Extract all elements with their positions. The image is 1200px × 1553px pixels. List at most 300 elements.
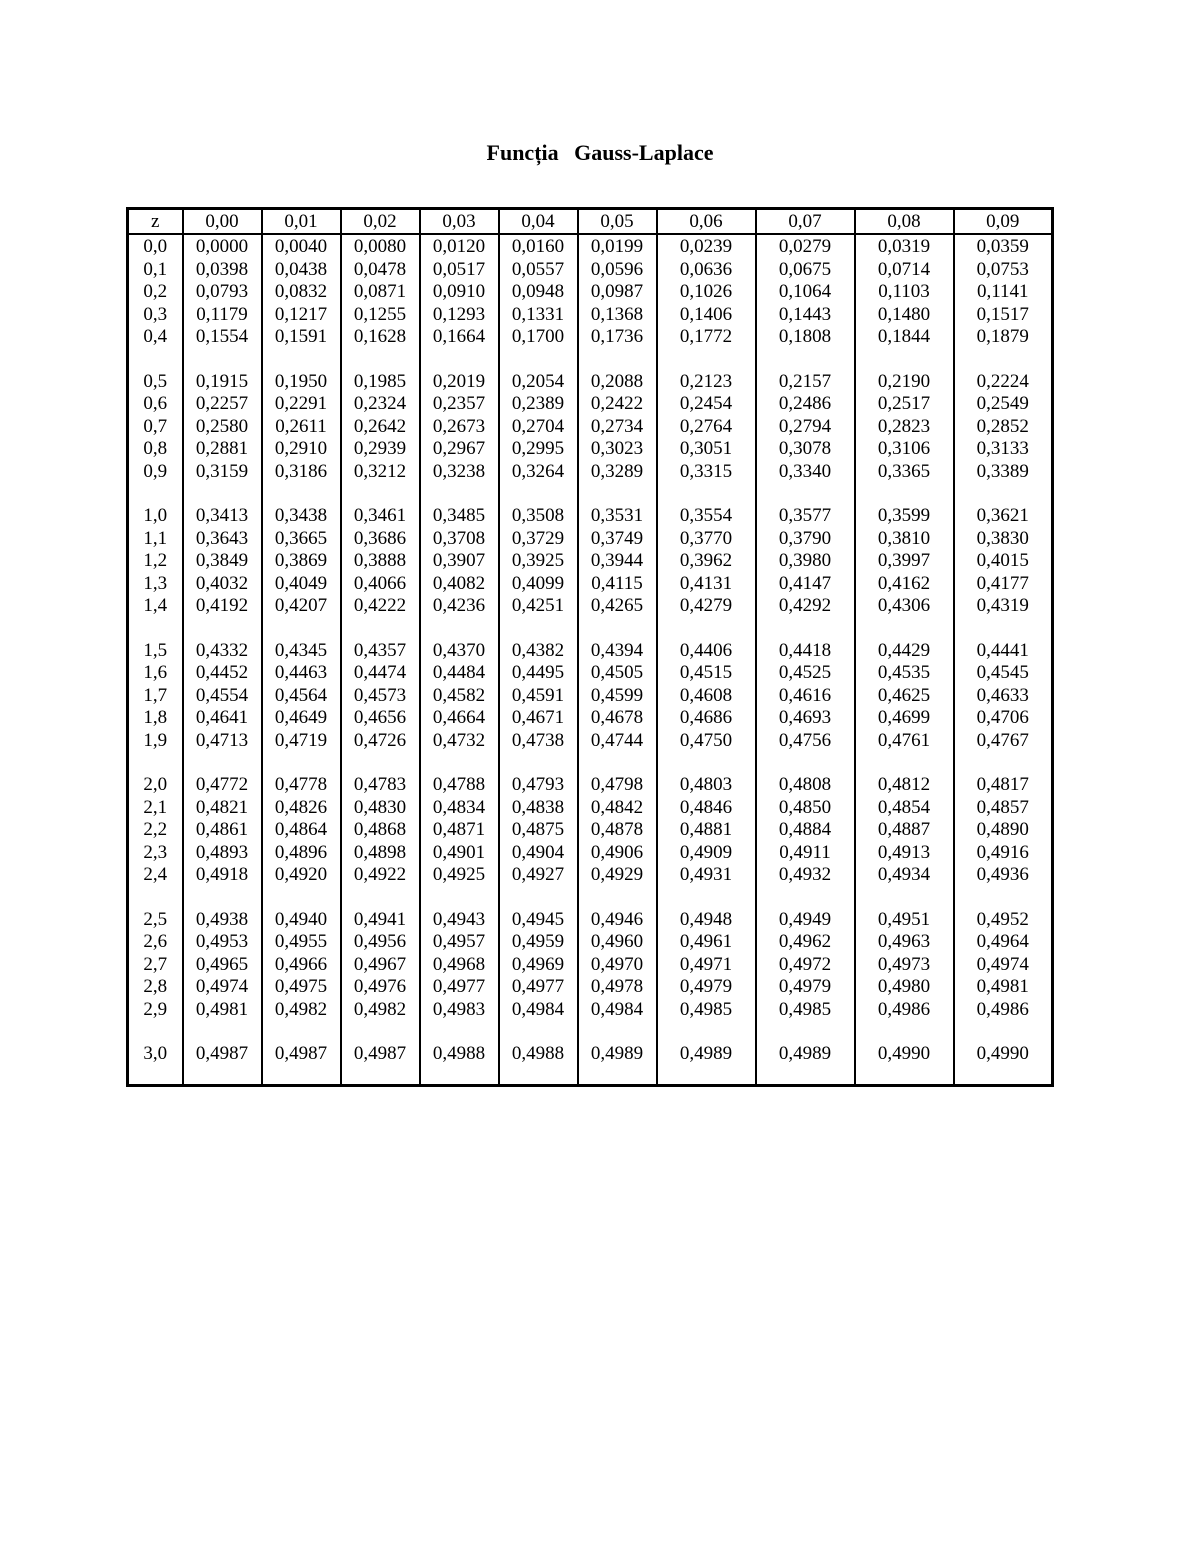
table-cell: 0,4984 [511,998,565,1020]
table-cell: 0,2704 [511,415,565,437]
table-cell: 0,4953 [195,931,249,952]
table-cell: 0,3264 [511,460,565,482]
table-cell: 0,4525 [778,662,832,683]
table-cell: 0,4192 [195,595,249,616]
table-cell: 0,4817 [976,774,1029,795]
table-cell: 0,0714 [877,258,931,280]
table-cell: 0,4251 [511,595,565,616]
column-header: 0,07 [756,209,855,235]
group-spacer [579,752,656,774]
table-cell: 0,3389 [976,460,1029,482]
table-cell: 0,3315 [679,460,733,482]
table-cell: 0,4960 [590,931,644,952]
table-cell: 0,3186 [274,460,328,482]
table-cell: 0,4292 [778,595,832,616]
group-spacer [342,349,419,371]
table-cell: 0,1664 [432,326,486,347]
group-spacer [658,349,755,371]
table-cell: 0,4306 [877,595,931,616]
column-header: 0,08 [855,209,954,235]
table-cell: 0,4641 [195,707,249,728]
table-cell: 0,4965 [195,953,249,975]
table-cell: 0,4495 [511,662,565,683]
table-cell: 0,4986 [976,998,1029,1020]
table-cell: 0,4974 [976,953,1029,975]
table-cell: 0,4871 [432,819,486,840]
table-cell: 0,3810 [877,527,931,549]
table-cell: 0,4599 [590,684,644,706]
page-title: Funcția Gauss-Laplace [486,140,714,165]
table-cell: 0,4732 [432,729,486,751]
group-spacer [184,349,261,371]
table-cell: 0,4772 [195,774,249,795]
z-value: 1,3 [143,572,168,594]
table-cell: 0,1179 [196,303,248,325]
table-cell: 0,2422 [590,393,644,414]
group-spacer [658,752,755,774]
table-cell: 0,1255 [353,303,407,325]
group-spacer [856,618,953,640]
table-cell: 0,3997 [877,550,931,571]
table-cell: 0,3980 [778,550,832,571]
table-cell: 0,4964 [976,931,1029,952]
z-value: 2,3 [143,841,168,863]
table-cell: 0,4934 [877,864,931,885]
table-cell: 0,3461 [353,505,407,526]
table-cell: 0,4980 [877,976,931,997]
table-cell: 0,2910 [274,438,328,459]
table-cell: 0,2764 [679,415,733,437]
table-cell: 0,2967 [432,438,486,459]
table-cell: 0,2995 [511,438,565,459]
group-spacer [342,618,419,640]
table-cell: 0,4878 [590,819,644,840]
table-cell: 0,3849 [195,550,249,571]
value-column [954,234,1053,1086]
z-value: 0,0 [143,236,168,257]
z-value: 2,4 [143,864,168,885]
table-cell: 0,4838 [511,796,565,818]
table-cell: 0,4976 [353,976,407,997]
table-cell: 0,4115 [591,572,643,594]
table-cell: 0,3729 [511,527,565,549]
table-cell: 0,3643 [195,527,249,549]
group-spacer [757,752,854,774]
group-spacer [129,483,182,505]
table-cell: 0,4898 [353,841,407,863]
table-cell: 0,4981 [976,976,1029,997]
group-spacer [955,349,1052,371]
table-cell: 0,4971 [679,953,733,975]
table-cell: 0,4987 [195,1043,249,1064]
table-cell: 0,3621 [976,505,1029,526]
z-value: 0,2 [143,281,168,302]
table-cell: 0,2157 [778,370,832,392]
table-cell: 0,4984 [590,998,644,1020]
table-cell: 0,4834 [432,796,486,818]
table-cell: 0,3790 [778,527,832,549]
table-cell: 0,0910 [432,281,486,302]
table-cell: 0,0438 [274,258,328,280]
value-column [756,234,855,1086]
table-cell: 0,4969 [511,953,565,975]
group-spacer [421,618,498,640]
table-cell: 0,1443 [778,303,832,325]
table-cell: 0,4699 [877,707,931,728]
table-cell: 0,4990 [877,1043,931,1064]
table-cell: 0,0359 [976,236,1029,257]
table-cell: 0,4564 [274,684,328,706]
table-cell: 0,3962 [679,550,733,571]
value-column [262,234,341,1086]
group-spacer [500,349,577,371]
table-cell: 0,3907 [432,550,486,571]
table-cell: 0,2734 [590,415,644,437]
table-cell: 0,1591 [274,326,328,347]
table-cell: 0,1915 [195,370,249,392]
group-spacer [757,349,854,371]
table-cell: 0,4987 [274,1043,328,1064]
table-cell: 0,4981 [195,998,249,1020]
table-cell: 0,3023 [590,438,644,459]
table-cell: 0,4890 [976,819,1029,840]
table-cell: 0,3413 [195,505,249,526]
column-header: 0,01 [262,209,341,235]
group-spacer [421,349,498,371]
table-cell: 0,0871 [353,281,407,302]
table-cell: 0,4608 [679,684,733,706]
table-cell: 0,0319 [877,236,931,257]
table-cell: 0,4941 [353,908,407,930]
group-spacer [263,483,340,505]
table-cell: 0,2454 [679,393,733,414]
table-cell: 0,4015 [976,550,1029,571]
table-cell: 0,4977 [511,976,565,997]
value-column [578,234,657,1086]
group-spacer [757,1021,854,1043]
group-spacer [955,618,1052,640]
table-cell: 0,0000 [195,236,249,257]
table-cell: 0,4896 [274,841,328,863]
table-cell: 0,4778 [274,774,328,795]
table-cell: 0,0793 [195,281,249,302]
table-cell: 0,4922 [353,864,407,885]
table-cell: 0,1844 [877,326,931,347]
z-value: 0,6 [143,393,168,414]
table-cell: 0,2823 [877,415,931,437]
table-cell: 0,4279 [679,595,733,616]
table-cell: 0,4441 [976,639,1029,661]
group-spacer [500,752,577,774]
table-cell: 0,0557 [511,258,565,280]
table-cell: 0,4990 [976,1043,1029,1064]
group-spacer [421,483,498,505]
table-cell: 0,2673 [432,415,486,437]
table-cell: 0,4066 [353,572,407,594]
table-cell: 0,4719 [274,729,328,751]
table-cell: 0,4207 [274,595,328,616]
table-cell: 0,2939 [353,438,407,459]
table-cell: 0,4656 [353,707,407,728]
table-cell: 0,4936 [976,864,1029,885]
z-value: 1,2 [143,550,168,571]
table-cell: 0,1368 [590,303,644,325]
table-cell: 0,4985 [679,998,733,1020]
table-cell: 0,3665 [274,527,328,549]
table-cell: 0,4963 [877,931,931,952]
table-cell: 0,4920 [274,864,328,885]
table-cell: 0,0160 [511,236,565,257]
table-cell: 0,2324 [353,393,407,414]
group-spacer [342,752,419,774]
z-value: 0,4 [143,326,168,347]
table-cell: 0,0239 [679,236,733,257]
table-cell: 0,4875 [511,819,565,840]
table-cell: 0,0753 [976,258,1029,280]
table-cell: 0,2190 [877,370,931,392]
group-spacer [856,752,953,774]
table-cell: 0,3925 [511,550,565,571]
z-value: 0,9 [143,460,168,482]
group-spacer [263,752,340,774]
table-cell: 0,1026 [679,281,733,302]
group-spacer [129,752,182,774]
table-cell: 0,4938 [195,908,249,930]
z-value: 2,2 [143,819,168,840]
table-cell: 0,4985 [778,998,832,1020]
table-cell: 0,4788 [432,774,486,795]
table-cell: 0,4977 [432,976,486,997]
value-column [855,234,954,1086]
z-value: 2,7 [143,953,168,975]
table-cell: 0,4967 [353,953,407,975]
table-cell: 0,3770 [679,527,733,549]
table-cell: 0,3289 [590,460,644,482]
table-cell: 0,4162 [877,572,931,594]
table-cell: 0,0675 [778,258,832,280]
table-cell: 0,4738 [511,729,565,751]
value-column [341,234,420,1086]
table-cell: 0,3708 [432,527,486,549]
z-value: 1,0 [143,505,168,526]
group-spacer [184,618,261,640]
group-spacer [263,1021,340,1043]
z-value: 0,3 [143,303,168,325]
table-cell: 0,4686 [679,707,733,728]
table-cell: 0,4382 [511,639,565,661]
table-cell: 0,2517 [877,393,931,414]
table-cell: 0,4032 [195,572,249,594]
table-cell: 0,0948 [511,281,565,302]
group-spacer [129,1021,182,1043]
table-cell: 0,4177 [976,572,1029,594]
table-cell: 0,4671 [511,707,565,728]
z-value: 1,5 [143,639,168,661]
table-cell: 0,4406 [679,639,733,661]
column-header: 0,02 [341,209,420,235]
column-header: 0,03 [420,209,499,235]
column-header-z: z [128,209,183,235]
table-cell: 0,1554 [195,326,249,347]
z-value: 1,8 [143,707,168,728]
table-cell: 0,3830 [976,527,1029,549]
group-spacer [342,483,419,505]
table-cell: 0,4916 [976,841,1029,863]
table-cell: 0,3365 [877,460,931,482]
table-cell: 0,1480 [877,303,931,325]
table-cell: 0,4887 [877,819,931,840]
table-cell: 0,3238 [432,460,486,482]
table-cell: 0,3438 [274,505,328,526]
table-cell: 0,0478 [353,258,407,280]
table-cell: 0,4931 [679,864,733,885]
group-spacer [500,483,577,505]
group-spacer [184,483,261,505]
table-cell: 0,4265 [590,595,644,616]
table-cell: 0,3944 [590,550,644,571]
table-cell: 0,2611 [275,415,327,437]
table-cell: 0,4463 [274,662,328,683]
table-cell: 0,4332 [195,639,249,661]
table-cell: 0,4664 [432,707,486,728]
table-cell: 0,4982 [353,998,407,1020]
table-cell: 0,4949 [778,908,832,930]
table-cell: 0,4986 [877,998,931,1020]
table-cell: 0,2019 [432,370,486,392]
table-cell: 0,3599 [877,505,931,526]
table-cell: 0,3340 [778,460,832,482]
table-cell: 0,1293 [432,303,486,325]
table-cell: 0,4975 [274,976,328,997]
group-spacer [342,1021,419,1043]
value-column [499,234,578,1086]
table-cell: 0,4864 [274,819,328,840]
table-cell: 0,2224 [976,370,1029,392]
table-body-row [128,234,1053,1086]
table-cell: 0,4989 [778,1043,832,1064]
group-spacer [263,887,340,909]
table-cell: 0,4812 [877,774,931,795]
table-cell: 0,4345 [274,639,328,661]
table-cell: 0,1736 [590,326,644,347]
group-spacer [757,887,854,909]
column-header: 0,04 [499,209,578,235]
gauss-laplace-table [126,207,1054,1087]
table-cell: 0,3531 [590,505,644,526]
table-cell: 0,4082 [432,572,486,594]
z-column [128,234,183,1086]
table-cell: 0,2881 [195,438,249,459]
table-cell: 0,3159 [195,460,249,482]
z-value: 2,1 [143,796,168,818]
table-cell: 0,2852 [976,415,1029,437]
group-spacer [856,887,953,909]
table-cell: 0,4857 [976,796,1029,818]
table-cell: 0,4893 [195,841,249,863]
table-cell: 0,4909 [679,841,733,863]
table-cell: 0,4951 [877,908,931,930]
table-cell: 0,4808 [778,774,832,795]
table-cell: 0,2257 [195,393,249,414]
table-cell: 0,4854 [877,796,931,818]
table-cell: 0,0040 [274,236,328,257]
table-cell: 0,0398 [195,258,249,280]
table-cell: 0,4940 [274,908,328,930]
table-cell: 0,4591 [511,684,565,706]
column-header: 0,00 [183,209,262,235]
table-cell: 0,4988 [511,1043,565,1064]
table-cell: 0,4979 [679,976,733,997]
table-cell: 0,3749 [590,527,644,549]
table-cell: 0,4633 [976,684,1029,706]
table-cell: 0,4625 [877,684,931,706]
group-spacer [500,618,577,640]
table-cell: 0,4846 [679,796,733,818]
group-spacer [579,483,656,505]
table-cell: 0,4830 [353,796,407,818]
table-cell: 0,4962 [778,931,832,952]
table-cell: 0,4945 [511,908,565,930]
table-cell: 0,0832 [274,281,328,302]
z-value: 2,8 [143,976,168,997]
table-cell: 0,4974 [195,976,249,997]
table-cell: 0,4861 [195,819,249,840]
table-cell: 0,4803 [679,774,733,795]
table-cell: 0,4649 [274,707,328,728]
table-cell: 0,4826 [274,796,328,818]
table-cell: 0,4850 [778,796,832,818]
group-spacer [658,483,755,505]
table-cell: 0,4706 [976,707,1029,728]
table-cell: 0,0279 [778,236,832,257]
table-cell: 0,4756 [778,729,832,751]
table-cell: 0,2580 [195,415,249,437]
group-spacer [184,1021,261,1043]
table-cell: 0,4983 [432,998,486,1020]
table-cell: 0,4573 [353,684,407,706]
table-cell: 0,3577 [778,505,832,526]
table-cell: 0,4545 [976,662,1029,683]
table-cell: 0,4925 [432,864,486,885]
table-cell: 0,4236 [432,595,486,616]
table-cell: 0,3051 [679,438,733,459]
table-cell: 0,1985 [353,370,407,392]
group-spacer [184,887,261,909]
z-value: 2,0 [143,774,168,795]
table-cell: 0,4505 [590,662,644,683]
table-cell: 0,4970 [590,953,644,975]
table-cell: 0,4761 [877,729,931,751]
table-cell: 0,4131 [679,572,733,594]
table-cell: 0,4932 [778,864,832,885]
group-spacer [757,483,854,505]
table-cell: 0,4767 [976,729,1029,751]
table-cell: 0,4961 [679,931,733,952]
table-cell: 0,4616 [778,684,832,706]
table-cell: 0,4952 [976,908,1029,930]
table-cell: 0,2549 [976,393,1029,414]
group-spacer [421,887,498,909]
table-cell: 0,4750 [679,729,733,751]
table-cell: 0,1772 [679,326,733,347]
table-cell: 0,4319 [976,595,1029,616]
z-value: 2,9 [143,998,168,1020]
table-cell: 0,4429 [877,639,931,661]
group-spacer [856,1021,953,1043]
value-column [183,234,262,1086]
z-value: 1,4 [143,595,168,616]
group-spacer [955,887,1052,909]
